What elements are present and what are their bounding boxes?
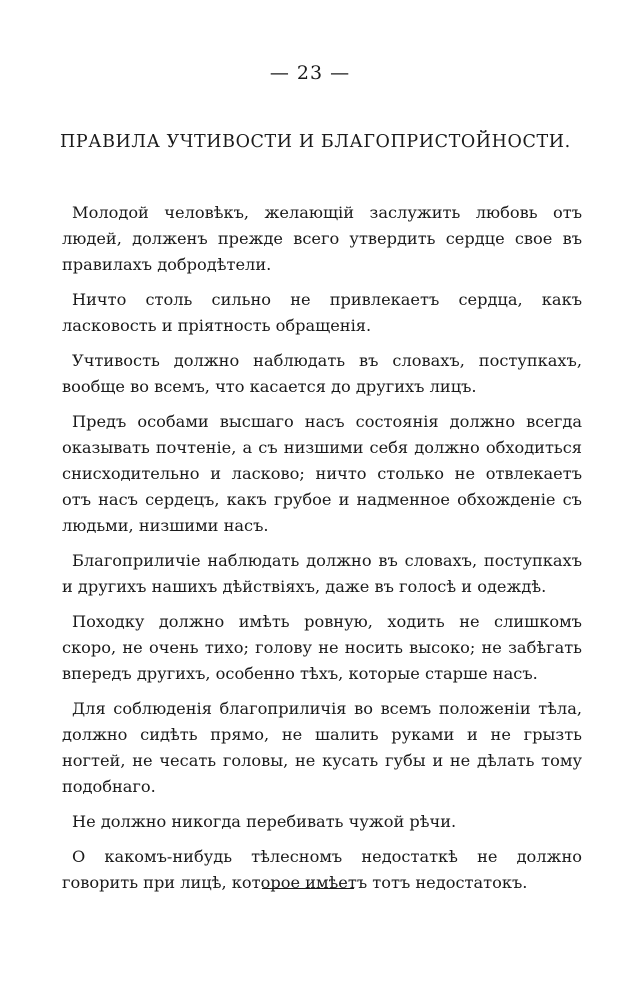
paragraph: Не должно никогда перебивать чужой рѣчи. [72, 812, 457, 831]
paragraph: Учтивость должно наблюдать въ словахъ, поступкахъ, вообще во всемъ, что касается до другихъ лицъ. [62, 351, 582, 396]
closing-rule [262, 888, 354, 889]
page-title: ПРАВИЛА УЧТИВОСТИ И БЛАГОПРИСТОЙНОСТИ. [60, 132, 571, 152]
text-body [62, 200, 582, 905]
paragraph: О какомъ-нибудь тѣлесномъ недостаткѣ не должно говорить при лицѣ, которое имѣетъ тотъ недостатокъ. [62, 847, 582, 892]
paragraph: Походку должно имѣть ровную, ходить не слишкомъ скоро, не очень тихо; голову не носить высоко; не забѣгать впередъ другихъ, особенно тѣхъ, которые старше насъ. [62, 612, 582, 683]
page-number: — 23 — [269, 62, 351, 84]
paragraph: Предъ особами высшаго насъ состоянія должно всегда оказывать почтеніе, а съ низшими себя должно обходиться снисходительно и ласково; ничто столько не отвлекаетъ отъ насъ сердецъ, какъ грубое и надменное обхожденіе съ людьми, низшими насъ. [62, 412, 582, 535]
paragraph: Ничто столь сильно не привлекаетъ сердца, какъ ласковость и пріятность обращенія. [62, 290, 582, 335]
paragraph: Благоприличіе наблюдать должно въ словахъ, поступкахъ и другихъ нашихъ дѣйствіяхъ, даже въ голосѣ и одеждѣ. [62, 551, 582, 596]
paragraph: Для соблюденія благоприличія во всемъ положеніи тѣла, должно сидѣть прямо, не шалить руками и не грызть ногтей, не чесать головы, не кусать губы и не дѣлать тому подобнаго. [62, 699, 582, 796]
paragraph: Молодой человѣкъ, желающій заслужить любовь отъ людей, долженъ прежде всего утвердить сердце свое въ правилахъ добродѣтели. [62, 203, 582, 274]
